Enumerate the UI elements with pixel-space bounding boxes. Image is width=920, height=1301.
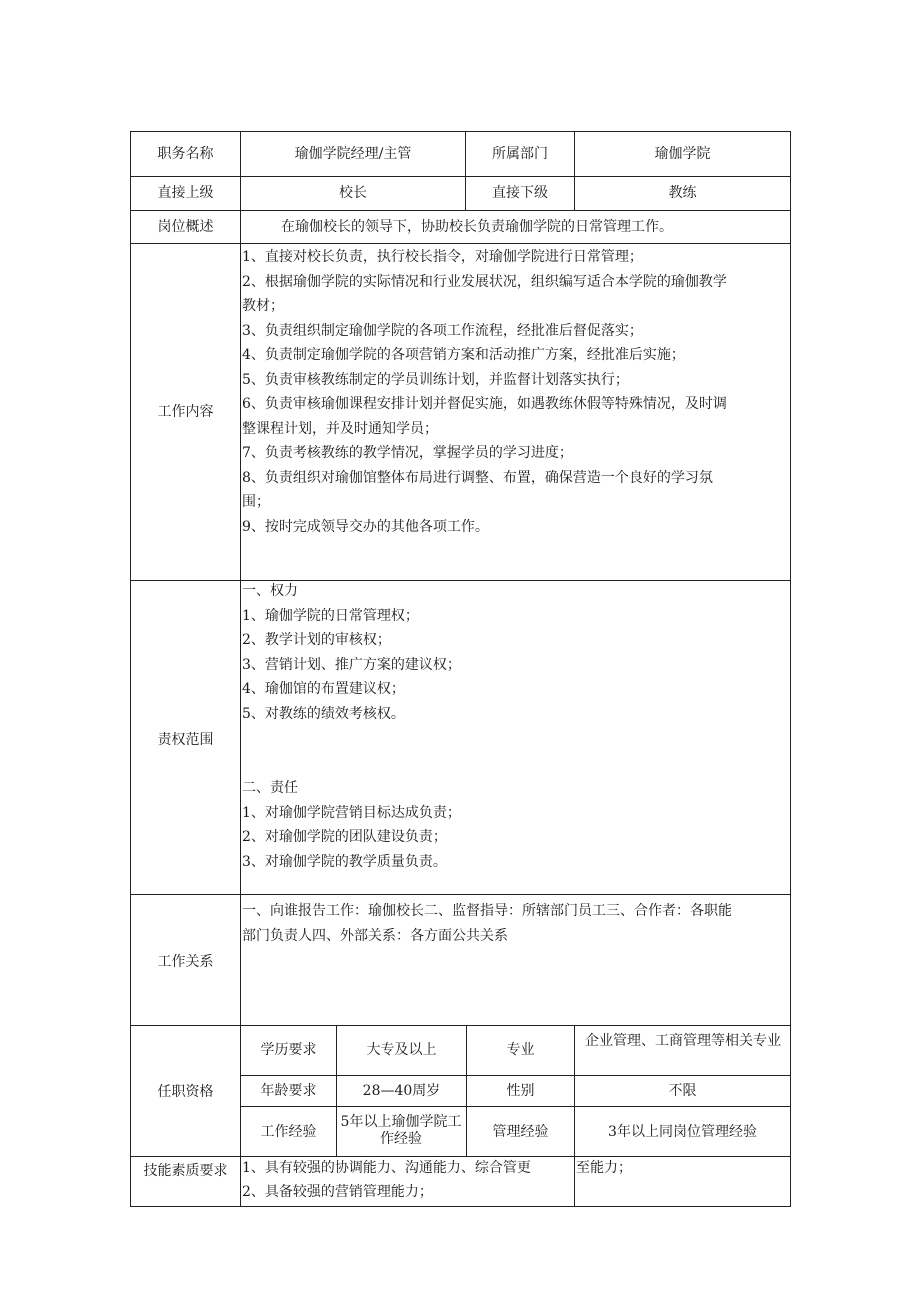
list-item: 9、按时完成领导交办的其他各项工作。 [242, 518, 489, 535]
management-value: 3年以上同岗位管理经验 [608, 1124, 757, 1140]
major-value: 企业管理、工商管理等相关专业 [585, 1033, 781, 1049]
subordinate-value: 教练 [668, 185, 697, 201]
age-label: 年龄要求 [260, 1083, 317, 1099]
management-label: 管理经验 [492, 1124, 549, 1140]
authority-label: 责权范围 [157, 732, 214, 748]
superior-value: 校长 [339, 185, 367, 201]
list-item: 6、负责审核瑜伽课程安排计划并督促实施，如遇教练休假等特殊情况，及时调 [242, 396, 727, 412]
overview-text: 在瑜伽校长的领导下，协助校长负责瑜伽学院的日常管理工作。 [281, 219, 673, 235]
list-item: 3、营销计划、推广方案的建议权； [242, 656, 461, 673]
skills-line-1-overflow: 至能力； [576, 1160, 632, 1176]
skills-label: 技能素质要求 [143, 1163, 228, 1179]
relations-label: 工作关系 [157, 954, 214, 970]
list-item: 2、教学计划的审核权； [242, 632, 391, 648]
department-label: 所属部门 [492, 146, 548, 162]
education-label: 学历要求 [260, 1042, 317, 1058]
age-value: 28—40周岁 [362, 1083, 441, 1099]
list-item: 5、对教练的绩效考核权。 [242, 705, 405, 722]
list-item: 5、负责审核教练制定的学员训练计划，并监督计划落实执行； [242, 371, 629, 388]
list-item: 整课程计划，并及时通知学员； [242, 420, 438, 437]
department-value: 瑜伽学院 [654, 146, 711, 162]
experience-label: 工作经验 [260, 1124, 317, 1140]
responsibilities-list [242, 776, 461, 874]
list-item: 1、直接对校长负责，执行校长指令，对瑜伽学院进行日常管理； [242, 249, 643, 265]
section-title: 一、权力 [242, 583, 298, 599]
relations-text [242, 899, 732, 948]
experience-value: 5年以上瑜伽学院工作经验 [340, 1114, 462, 1147]
subordinate-label: 直接下级 [492, 185, 548, 201]
major-label: 专业 [506, 1042, 535, 1058]
list-item: 围； [242, 494, 270, 510]
position-value: 瑜伽学院经理/主管 [294, 146, 412, 162]
position-label: 职务名称 [157, 146, 214, 162]
list-item: 1、对瑜伽学院营销目标达成负责； [242, 804, 461, 821]
superior-label: 直接上级 [157, 185, 214, 201]
text-line: 部门负责人四、外部关系：各方面公共关系 [242, 927, 508, 944]
duties-list [242, 245, 727, 539]
qualifications-label: 任职资格 [157, 1084, 214, 1100]
duties-label: 工作内容 [157, 404, 214, 420]
list-item: 1、瑜伽学院的日常管理权； [242, 607, 419, 624]
list-item: 教材； [242, 298, 284, 314]
list-item: 2、对瑜伽学院的团队建设负责； [242, 829, 447, 845]
education-value: 大专及以上 [366, 1042, 437, 1058]
text-line: 一、向谁报告工作：瑜伽校长二、监督指导：所辖部门员工三、合作者：各职能 [242, 903, 732, 919]
list-item: 2、根据瑜伽学院的实际情况和行业发展状况，组织编写适合本学院的瑜伽教学 [242, 273, 727, 290]
list-item: 4、负责制定瑜伽学院的各项营销方案和活动推广方案，经批准后实施； [242, 347, 685, 363]
overview-label: 岗位概述 [157, 219, 214, 235]
skills-line-2: 2、具备较强的营销管理能力； [242, 1184, 433, 1200]
list-item: 3、负责组织制定瑜伽学院的各项工作流程，经批准后督促落实； [242, 322, 643, 339]
gender-value: 不限 [668, 1083, 697, 1099]
rights-list [242, 579, 461, 726]
list-item: 3、对瑜伽学院的教学质量负责。 [242, 853, 447, 870]
list-item: 4、瑜伽馆的布置建议权； [242, 681, 405, 697]
skills-line-1: 1、具有较强的协调能力、沟通能力、综合管更 [242, 1160, 531, 1176]
list-item: 7、负责考核教练的教学情况，掌握学员的学习进度； [242, 445, 573, 461]
section-title: 二、责任 [242, 780, 298, 796]
gender-label: 性别 [506, 1083, 535, 1099]
list-item: 8、负责组织对瑜伽馆整体布局进行调整、布置，确保营造一个良好的学习氛 [242, 469, 713, 486]
